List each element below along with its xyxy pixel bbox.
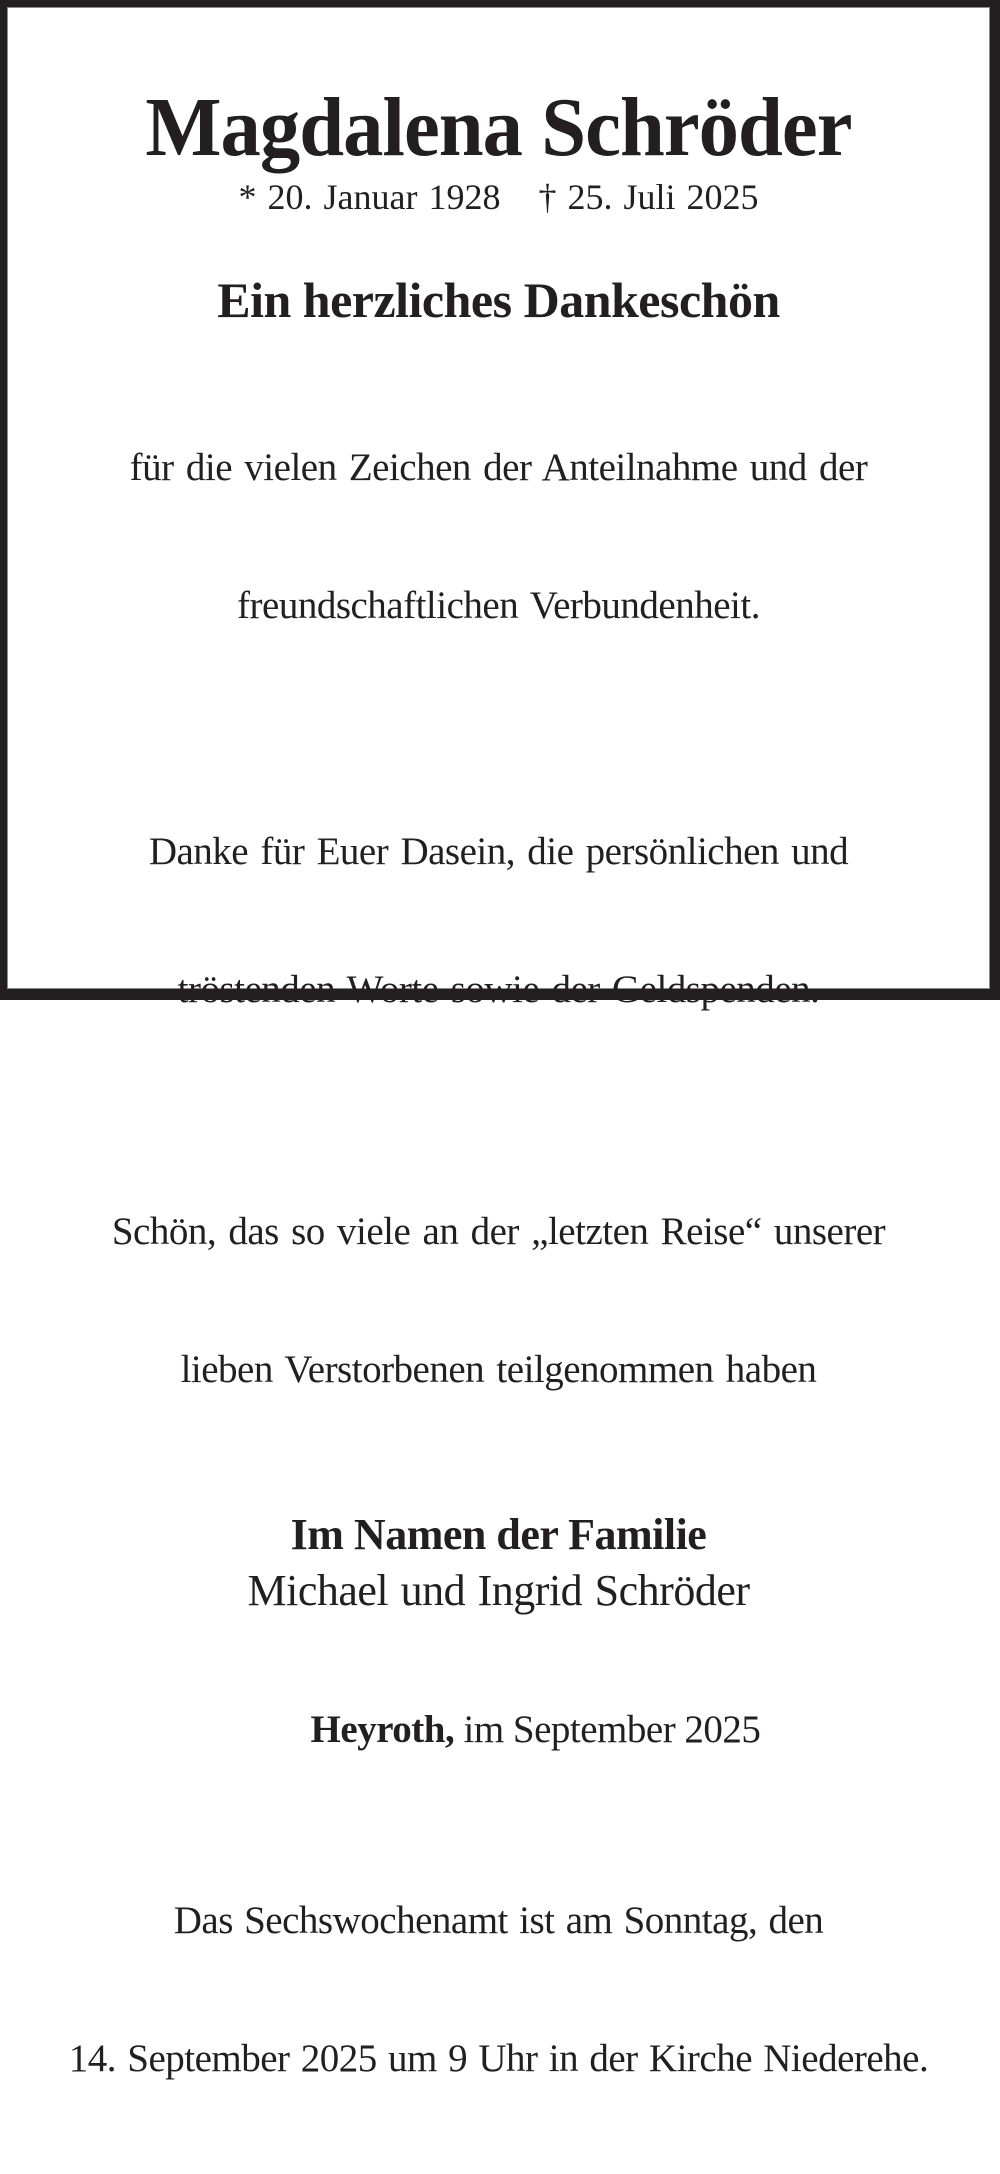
service-line: 14. September 2025 um 9 Uhr in der Kirche Niederehe. <box>68 2037 929 2080</box>
family-names: Michael und Ingrid Schröder <box>247 1566 750 1615</box>
paragraph-line: lieben Verstorbenen teilgenommen haben <box>180 1348 817 1391</box>
place-name: Heyroth, <box>310 1708 455 1751</box>
service-line: Das Sechswochenamt ist am Sonntag, den <box>173 1899 824 1942</box>
thanks-paragraph-1 <box>17 353 980 721</box>
family-label: Im Namen der Familie <box>290 1510 707 1559</box>
thanks-paragraph-2 <box>17 737 980 1105</box>
dateline-rest: im September 2025 <box>454 1708 761 1751</box>
paragraph-line: für die vielen Zeichen der Anteilnahme und der <box>129 446 868 489</box>
birth-date: * 20. Januar 1928 <box>238 177 501 217</box>
service-announcement <box>17 1806 980 2174</box>
notice-content <box>7 81 990 2080</box>
thanks-paragraph-3 <box>17 1117 980 1485</box>
paragraph-line: freundschaftlichen Verbundenheit. <box>237 584 760 627</box>
paragraph-line: Schön, das so viele an der „letzten Reise“ unserer <box>111 1210 886 1253</box>
death-date: † 25. Juli 2025 <box>538 177 759 217</box>
paragraph-line: tröstenden Worte sowie der Geldspenden. <box>177 968 820 1011</box>
deceased-name: Magdalena Schröder <box>145 81 852 174</box>
place-dateline <box>17 1661 980 1799</box>
paragraph-line: Danke für Euer Dasein, die persönlichen und <box>148 830 849 873</box>
life-dates <box>17 175 980 219</box>
thank-you-heading: Ein herzliches Dankeschön <box>217 272 780 328</box>
